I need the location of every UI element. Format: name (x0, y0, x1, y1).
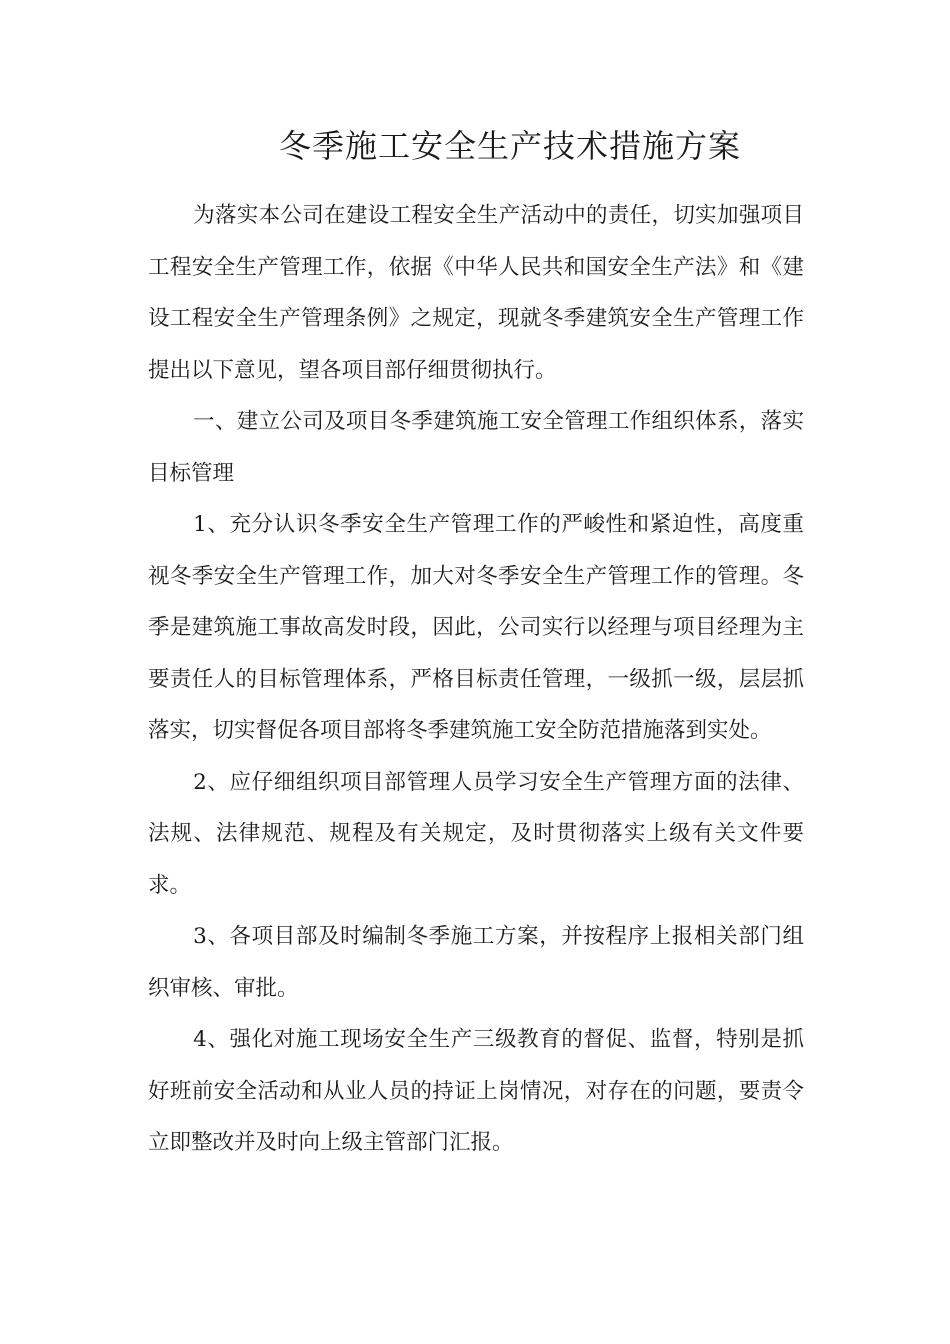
document-title: 冬季施工安全生产技术措施方案 (278, 127, 741, 165)
paragraph-item-1: 1、充分认识冬季安全生产管理工作的严峻性和紧迫性，高度重视冬季安全生产管理工作，加大对冬季安全生产管理工作的管理。冬季是建筑施工事故高发时段，因此，公司实行以经理与项目经理为主要责任人的目标管理体系，严格目标责任管理，一级抓一级，层层抓落实，切实督促各项目部将冬季建筑施工安全防范措施落到实处。 (148, 512, 804, 743)
intro-paragraph: 为落实本公司在建设工程安全生产活动中的责任，切实加强项目工程安全生产管理工作，依据《中华人民共和国安全生产法》和《建设工程安全生产管理条例》之规定，现就冬季建筑安全生产管理工作提出以下意见，望各项目部仔细贯彻执行。 (148, 203, 804, 383)
section-heading-1: 一、建立公司及项目冬季建筑施工安全管理工作组织体系，落实目标管理 (148, 409, 804, 486)
paragraph-item-3: 3、各项目部及时编制冬季施工方案，并按程序上报相关部门组织审核、审批。 (148, 924, 804, 1001)
paragraph-item-4: 4、强化对施工现场安全生产三级教育的督促、监督，特别是抓好班前安全活动和从业人员的持证上岗情况，对存在的问题，要责令立即整改并及时向上级主管部门汇报。 (148, 1027, 804, 1155)
document-body (148, 190, 804, 1169)
paragraph-item-2: 2、应仔细组织项目部管理人员学习安全生产管理方面的法律、法规、法律规范、规程及有关规定，及时贯彻落实上级有关文件要求。 (148, 769, 804, 898)
